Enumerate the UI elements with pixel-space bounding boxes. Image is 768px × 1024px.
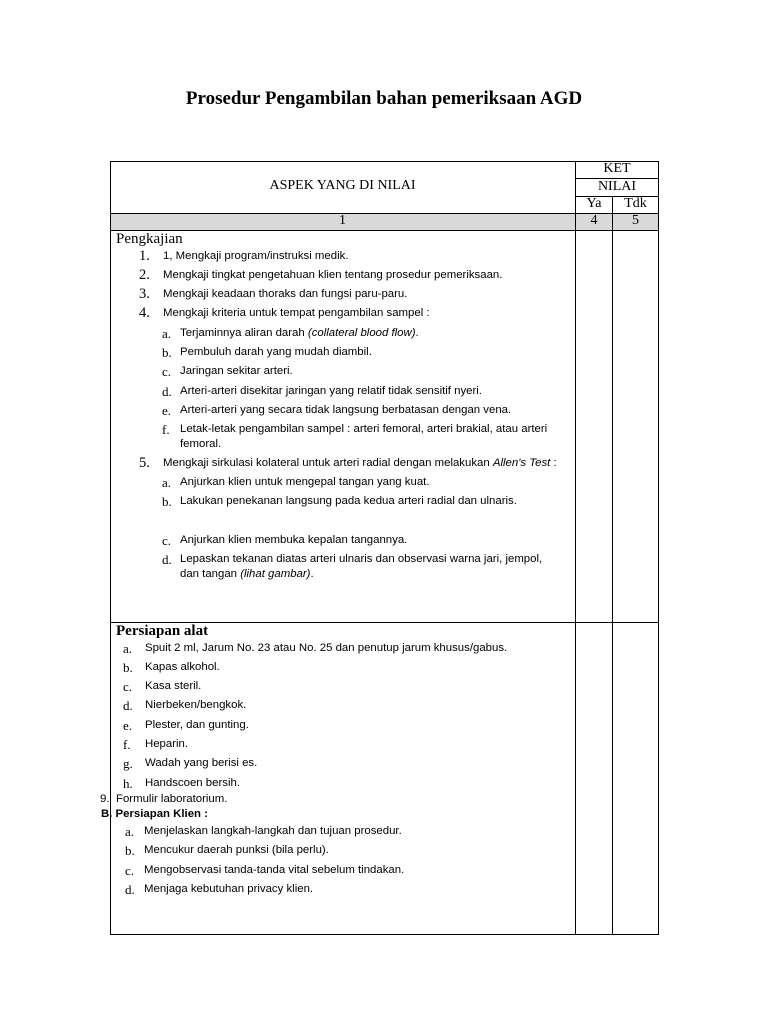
list-item — [125, 863, 565, 878]
list-marker: d. — [162, 552, 172, 567]
header-ya: Ya — [586, 196, 602, 211]
section-heading-pengkajian: Pengkajian — [116, 231, 183, 247]
list-text: Letak-letak pengambilan sampel : arteri femoral, arteri brakial, atau arteri femoral. — [180, 423, 548, 450]
list-text: Formulir laboratorium. — [116, 793, 228, 805]
list-text: Nierbeken/bengkok. — [145, 699, 247, 711]
list-item — [139, 249, 569, 264]
list-text: Mencukur daerah punksi (bila perlu). — [144, 844, 329, 856]
list-marker: 5. — [139, 455, 150, 471]
list-text: Mengkaji kriteria untuk tempat pengambilan sampel : — [163, 307, 430, 319]
list-text: Pembuluh darah yang mudah diambil. — [180, 346, 372, 358]
list-item — [125, 882, 565, 897]
list-text: Lakukan penekanan langsung pada kedua arteri radial dan ulnaris. — [180, 495, 517, 507]
list-marker: f. — [123, 737, 131, 752]
list-text: Wadah yang berisi es. — [145, 757, 258, 769]
list-marker: b. — [162, 494, 172, 509]
list-marker: b. — [123, 660, 133, 675]
list-item — [123, 679, 563, 694]
list-item — [139, 456, 569, 471]
list-text: Kapas alkohol. — [145, 661, 220, 673]
list-marker: e. — [123, 718, 133, 733]
list-marker: 9. — [100, 793, 110, 805]
list-item — [139, 268, 569, 283]
list-item — [125, 824, 565, 839]
list-marker: c. — [125, 863, 135, 878]
list-item — [123, 718, 563, 733]
header-tdk: Tdk — [624, 196, 647, 211]
column-number-1: 1 — [339, 213, 346, 228]
list-text: Mengkaji tingkat pengetahuan klien tentang prosedur pemeriksaan. — [163, 269, 503, 281]
column-divider-ya — [575, 161, 576, 935]
list-marker: 4. — [139, 305, 150, 321]
list-marker: c. — [162, 364, 172, 379]
list-item — [162, 364, 568, 379]
list-marker: a. — [162, 326, 172, 341]
list-item — [123, 660, 563, 675]
list-text: 1, Mengkaji program/instruksi medik. — [163, 250, 349, 262]
list-item — [139, 306, 569, 321]
list-item — [162, 403, 568, 418]
list-item — [100, 792, 400, 807]
list-item — [162, 552, 562, 582]
list-text: Lepaskan tekanan diatas arteri ulnaris dan observasi warna jari, jempol, dan tangan (lihat gambar). — [180, 553, 543, 580]
list-marker: e. — [162, 403, 172, 418]
list-text: Jaringan sekitar arteri. — [180, 365, 293, 377]
list-marker: c. — [162, 533, 172, 548]
list-text: Mengkaji sirkulasi kolateral untuk arteri radial dengan melakukan Allen's Test : — [163, 457, 557, 469]
list-marker: 3. — [139, 286, 150, 302]
list-text: Arteri-arteri disekitar jaringan yang relatif tidak sensitif nyeri. — [180, 385, 482, 397]
list-marker: a. — [123, 641, 133, 656]
list-marker: d. — [125, 882, 135, 897]
list-marker: d. — [123, 698, 133, 713]
list-marker: d. — [162, 384, 172, 399]
list-text: Mengkaji keadaan thoraks dan fungsi paru-paru. — [163, 288, 408, 300]
list-text: Spuit 2 ml, Jarum No. 23 atau No. 25 dan penutup jarum khusus/gabus. — [145, 642, 508, 654]
list-text: Terjaminnya aliran darah (collateral blood flow). — [180, 327, 419, 339]
column-number-5: 5 — [632, 213, 639, 228]
number-row-bottom-line — [110, 230, 659, 231]
list-item — [162, 533, 568, 548]
list-text: Arteri-arteri yang secara tidak langsung berbatasan dengan vena. — [180, 404, 512, 416]
table-border-right — [658, 161, 659, 935]
list-item — [162, 422, 562, 452]
list-item — [123, 756, 563, 771]
list-marker: b. — [162, 345, 172, 360]
list-text: Menjelaskan langkah-langkah dan tujuan prosedur. — [144, 825, 402, 837]
list-marker: a. — [125, 824, 135, 839]
list-text: Plester, dan gunting. — [145, 719, 249, 731]
list-marker: f. — [162, 422, 170, 437]
list-marker: h. — [123, 776, 133, 791]
list-item — [162, 326, 568, 341]
list-item — [162, 494, 568, 509]
list-text: Kasa steril. — [145, 680, 202, 692]
header-ket: KET — [603, 161, 631, 176]
header-aspek: ASPEK YANG DI NILAI — [269, 178, 416, 193]
list-marker: 1. — [139, 248, 150, 264]
column-number-4: 4 — [590, 213, 598, 228]
list-text: Anjurkan klien membuka kepalan tangannya. — [180, 534, 408, 546]
list-marker: 2. — [139, 267, 150, 283]
list-marker: g. — [123, 756, 133, 771]
list-item — [162, 345, 568, 360]
list-text: Menjaga kebutuhan privacy klien. — [144, 883, 314, 895]
header-nilai: NILAI — [597, 179, 637, 194]
list-item — [123, 641, 563, 656]
list-item — [162, 475, 568, 490]
list-item — [125, 843, 565, 858]
page-title: Prosedur Pengambilan bahan pemeriksaan AGD — [185, 88, 583, 109]
list-marker: c. — [123, 679, 133, 694]
list-item — [123, 776, 563, 791]
list-text: Anjurkan klien untuk mengepal tangan yang kuat. — [180, 476, 430, 488]
section-heading-persiapan-alat: Persiapan alat — [116, 623, 209, 639]
list-text: Heparin. — [145, 738, 189, 750]
list-item — [139, 287, 569, 302]
list-item — [123, 698, 563, 713]
list-marker: b. — [125, 843, 135, 858]
list-text: Handscoen bersih. — [145, 777, 240, 789]
column-divider-tdk — [612, 196, 613, 935]
subsection-heading-persiapan-klien: B. Persiapan Klien : — [101, 808, 208, 820]
list-text: Mengobservasi tanda-tanda vital sebelum tindakan. — [144, 864, 405, 876]
table-border-bottom — [110, 934, 659, 935]
list-marker: a. — [162, 475, 172, 490]
list-item — [123, 737, 563, 752]
list-item — [162, 384, 568, 399]
